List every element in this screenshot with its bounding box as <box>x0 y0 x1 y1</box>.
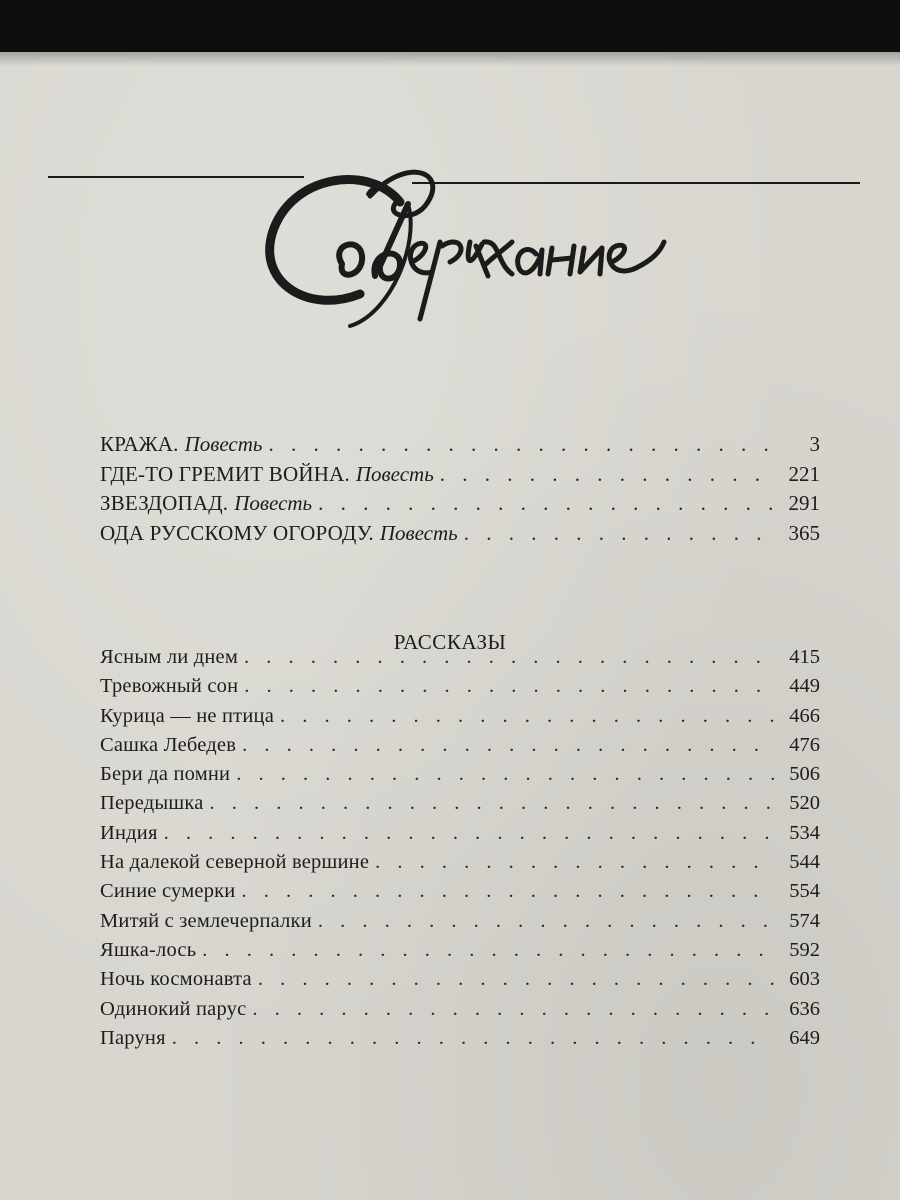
toc-title: Индия <box>100 821 158 844</box>
toc-page-number: 365 <box>788 521 820 546</box>
toc-title: КРАЖА. <box>100 432 179 456</box>
toc-page-number: 636 <box>789 997 820 1020</box>
toc-page-number: 291 <box>788 491 820 516</box>
toc-row[interactable] <box>100 462 820 492</box>
toc-page-number: 466 <box>789 704 820 727</box>
leader-dots <box>244 675 774 698</box>
toc-row[interactable] <box>100 705 820 734</box>
toc-row[interactable] <box>100 910 820 939</box>
toc-stories <box>100 646 820 1056</box>
toc-title: Бери да помни <box>100 763 231 786</box>
toc-genre: Повесть <box>355 461 434 486</box>
leader-dots <box>318 910 774 933</box>
toc-page-number: 649 <box>789 1026 820 1049</box>
toc-page-number: 603 <box>789 968 820 991</box>
leader-dots <box>464 521 774 546</box>
toc-title: ГДЕ-ТО ГРЕМИТ ВОЙНА. <box>100 461 350 486</box>
toc-row[interactable] <box>100 763 820 792</box>
toc-title: Синие сумерки <box>100 880 236 903</box>
leader-dots <box>164 822 774 845</box>
toc-row[interactable] <box>100 822 820 851</box>
toc-row[interactable] <box>100 432 820 462</box>
leader-dots <box>268 432 774 457</box>
toc-page-number: 415 <box>789 646 820 668</box>
toc-title: Ясным ли днем <box>100 646 239 668</box>
toc-row[interactable] <box>100 880 820 909</box>
toc-title: Ночь космонавта <box>100 968 252 991</box>
toc-row[interactable] <box>100 939 820 968</box>
toc-genre: Повесть <box>234 491 313 516</box>
toc-title: Паруня <box>100 1026 166 1049</box>
toc-page-number: 554 <box>789 880 820 903</box>
contents-heading-calligraphy <box>250 144 690 334</box>
toc-title: Одинокий парус <box>100 997 247 1020</box>
toc-row[interactable] <box>100 646 820 675</box>
toc-page-number: 544 <box>789 851 820 874</box>
leader-dots <box>172 1027 774 1050</box>
leader-dots <box>258 968 774 991</box>
toc-title: ОДА РУССКОМУ ОГОРОДУ. <box>100 521 374 546</box>
toc-page-number: 449 <box>789 675 820 698</box>
toc-genre: Повесть <box>184 432 263 456</box>
toc-title: На далекой северной вершине <box>100 851 370 874</box>
toc-title: Яшка-лось <box>100 938 197 961</box>
contents-heading <box>0 52 1 53</box>
toc-page-number: 3 <box>809 432 820 456</box>
toc-row[interactable] <box>100 734 820 763</box>
toc-title: Митяй с землечерпалки <box>100 909 312 932</box>
leader-dots <box>318 491 774 516</box>
toc-row[interactable] <box>100 521 820 551</box>
toc-row[interactable] <box>100 968 820 997</box>
leader-dots <box>236 763 774 786</box>
toc-genre: Повесть <box>379 521 458 546</box>
toc-row[interactable] <box>100 1027 820 1056</box>
book-page <box>0 52 900 1200</box>
leader-dots <box>244 646 774 669</box>
leader-dots <box>242 734 774 757</box>
toc-title: Курица — не птица <box>100 704 274 727</box>
toc-page-number: 506 <box>789 763 820 786</box>
toc-page-number: 476 <box>789 733 820 756</box>
toc-page-number: 221 <box>788 461 820 486</box>
leader-dots <box>280 705 774 728</box>
leader-dots <box>210 792 774 815</box>
toc-title: Тревожный сон <box>100 675 239 698</box>
toc-title: Сашка Лебедев <box>100 733 237 756</box>
leader-dots <box>202 939 774 962</box>
leader-dots <box>241 880 774 903</box>
toc-main-works <box>100 432 820 551</box>
leader-dots <box>252 998 774 1021</box>
toc-page-number: 534 <box>789 821 820 844</box>
stories-section-title: РАССКАЗЫ <box>393 630 507 654</box>
toc-row[interactable] <box>100 491 820 521</box>
toc-title: Передышка <box>100 792 204 815</box>
leader-dots <box>375 851 774 874</box>
toc-page-number: 574 <box>789 909 820 932</box>
toc-page-number: 592 <box>789 938 820 961</box>
toc-page-number: 520 <box>789 792 820 815</box>
leader-dots <box>440 462 774 487</box>
toc-row[interactable] <box>100 998 820 1027</box>
toc-row[interactable] <box>100 792 820 821</box>
toc-row[interactable] <box>100 851 820 880</box>
toc-title: ЗВЕЗДОПАД. <box>100 491 229 516</box>
toc-row[interactable] <box>100 675 820 704</box>
